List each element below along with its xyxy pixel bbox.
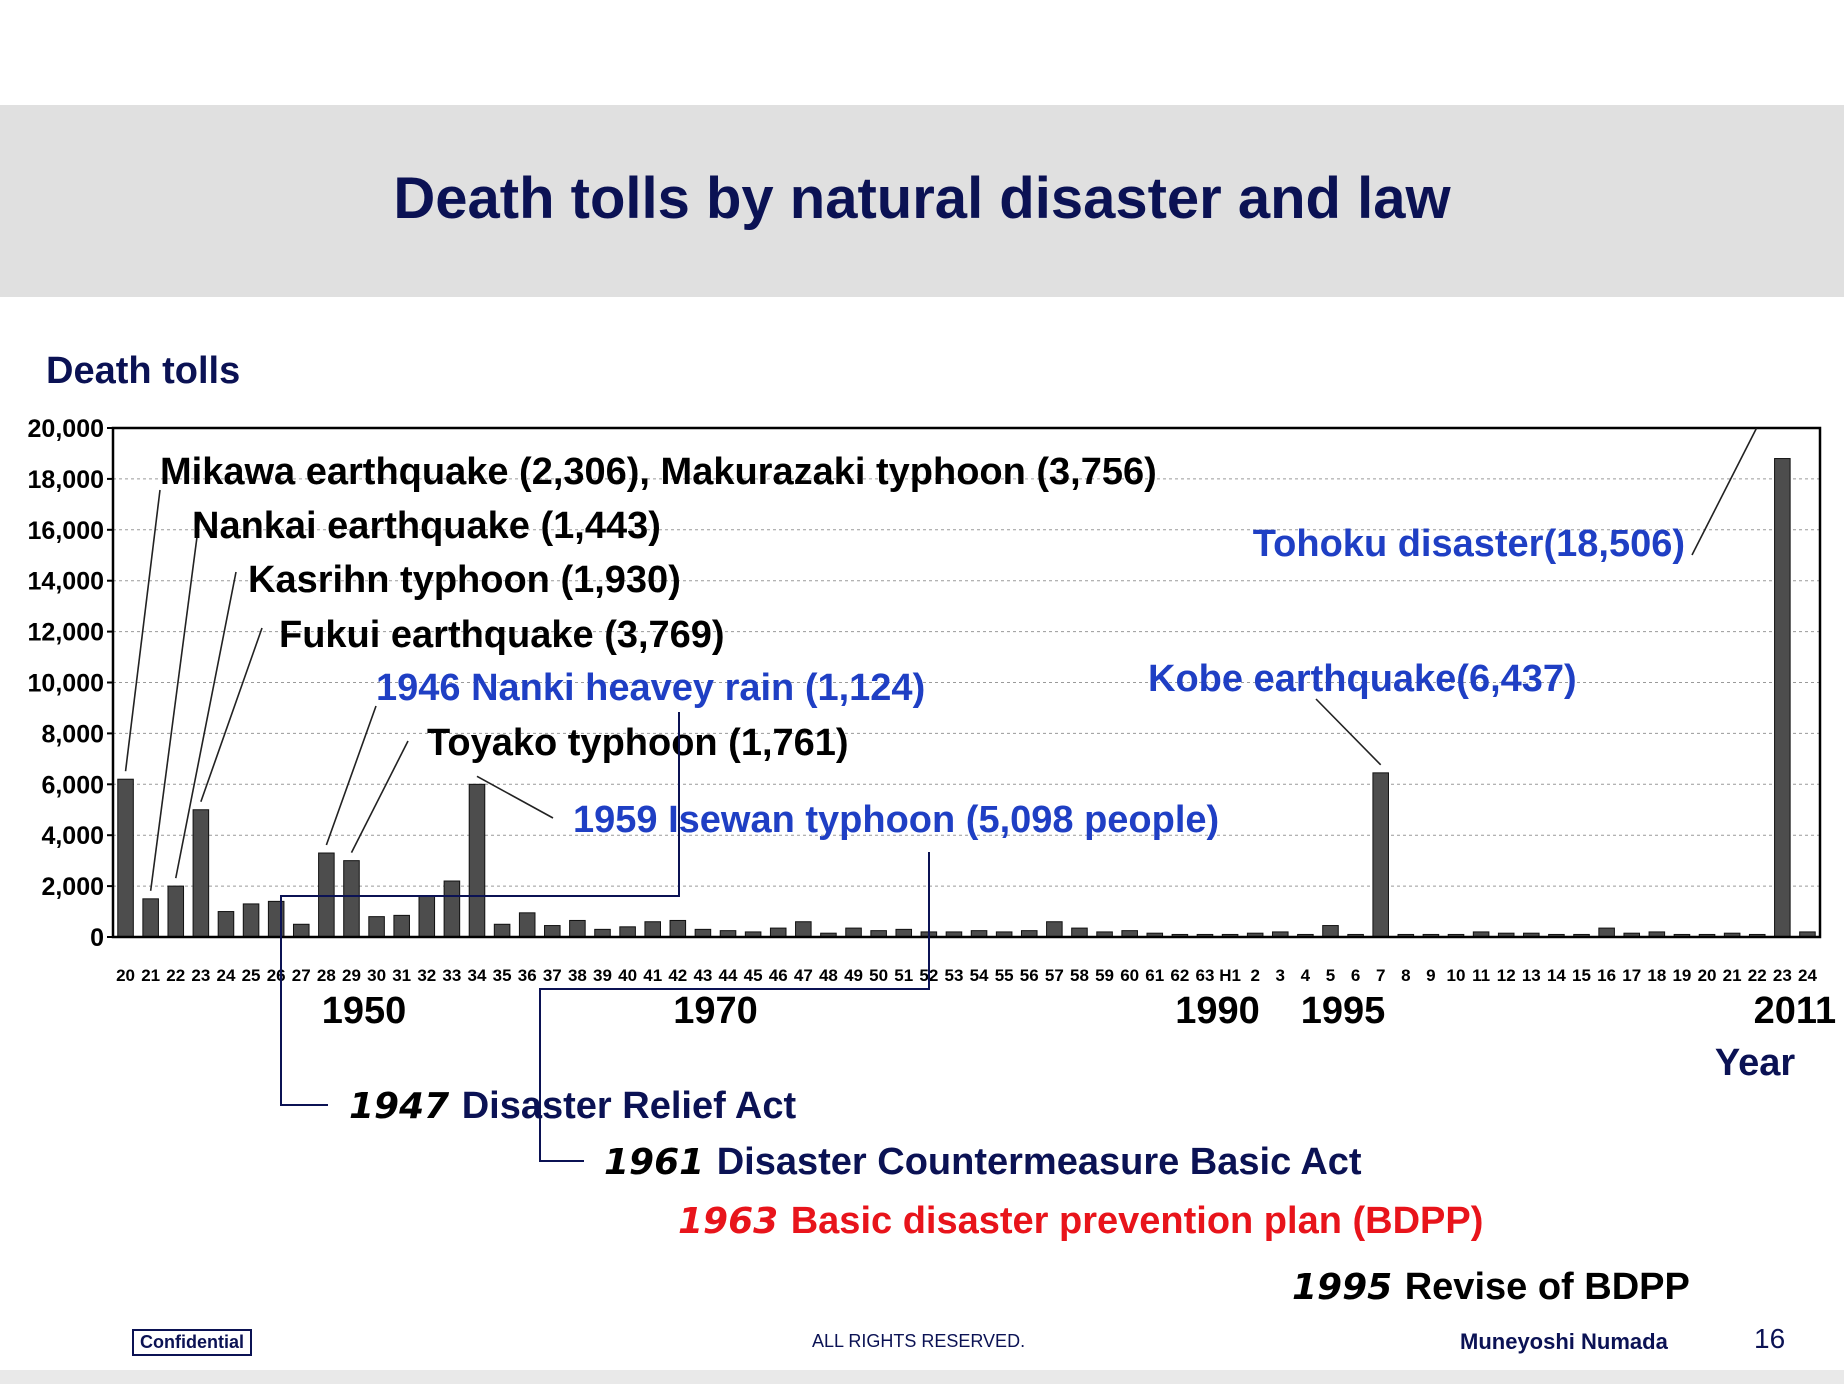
- y-tick-label: 4,000: [41, 822, 104, 851]
- x-tick-label: 22: [1747, 966, 1767, 985]
- law-year: 1961: [604, 1142, 717, 1183]
- bar: [394, 915, 410, 937]
- annotation-label: 1946 Nanki heavey rain (1,124): [376, 667, 926, 709]
- annotation-leader: [1316, 699, 1381, 765]
- x-tick-label: 61: [1145, 966, 1165, 985]
- y-tick-label: 6,000: [41, 771, 104, 800]
- annotation-label: Kasrihn typhoon (1,930): [248, 559, 681, 601]
- x-tick-label: 45: [743, 966, 763, 985]
- x-axis-label-group: [1715, 1042, 1796, 1084]
- x-tick-label: 23: [1772, 966, 1792, 985]
- x-tick-label: 13: [1521, 966, 1541, 985]
- law-entry: [678, 1200, 1483, 1242]
- annotation-leader: [1692, 429, 1756, 555]
- bar: [293, 924, 309, 937]
- law-name: Disaster Relief Act: [461, 1085, 797, 1127]
- era-label: 1995: [1300, 990, 1386, 1032]
- x-tick-label: 56: [1019, 966, 1039, 985]
- y-tick-label: 2,000: [41, 873, 104, 902]
- bar: [369, 917, 385, 937]
- bar: [494, 924, 510, 937]
- x-tick-label: 5: [1325, 966, 1336, 985]
- x-tick-label: 23: [191, 966, 211, 985]
- x-tick-label: 18: [1647, 966, 1667, 985]
- x-tick-label: 52: [919, 966, 939, 985]
- bar: [193, 810, 209, 937]
- era-label: 1990: [1175, 990, 1260, 1032]
- x-tick-label: 43: [693, 966, 713, 985]
- annotation-leader: [351, 741, 408, 853]
- bar: [168, 886, 184, 937]
- x-tick-label: 8: [1401, 966, 1411, 985]
- annotation-label: Nankai earthquake (1,443): [192, 505, 661, 547]
- x-tick-label: 25: [241, 966, 261, 985]
- x-tick-label: 60: [1120, 966, 1140, 985]
- y-tick-label: 10,000: [27, 669, 104, 698]
- x-tick-label: 6: [1350, 966, 1361, 985]
- annotation-label: Mikawa earthquake (2,306), Makurazaki typhoon (3,756): [160, 451, 1157, 493]
- x-tick-label: 57: [1044, 966, 1064, 985]
- page-number: 16: [1754, 1323, 1786, 1354]
- x-tick-label: 22: [166, 966, 186, 985]
- law-entry: [1292, 1266, 1690, 1308]
- y-tick-label: 14,000: [27, 567, 104, 596]
- era-labels: [322, 990, 1836, 1032]
- rights-text: ALL RIGHTS RESERVED.: [812, 1331, 1026, 1351]
- bar: [846, 928, 862, 937]
- x-tick-label: 11: [1472, 966, 1491, 985]
- x-tick-label: 16: [1597, 966, 1617, 985]
- x-tick-label: 59: [1095, 966, 1115, 985]
- era-label: 1970: [673, 990, 758, 1032]
- x-tick-label: 28: [316, 966, 336, 985]
- bar: [645, 922, 661, 937]
- bar: [1047, 922, 1063, 937]
- bar: [243, 904, 259, 937]
- x-tick-label: 51: [894, 966, 914, 985]
- annotation-label: Toyako typhoon (1,761): [427, 722, 849, 764]
- bar: [1373, 773, 1389, 937]
- x-tick-label: 24: [1797, 966, 1817, 985]
- bar: [545, 926, 561, 937]
- author-name: Muneyoshi Numada: [1460, 1329, 1668, 1354]
- annotation-label: Tohoku disaster(18,506): [1252, 523, 1685, 565]
- bar: [670, 920, 686, 937]
- x-tick-label: 46: [768, 966, 788, 985]
- annotation-leader: [477, 776, 553, 818]
- x-tick-label: 30: [367, 966, 387, 985]
- x-tick-label: 42: [668, 966, 688, 985]
- x-tick-label: 38: [567, 966, 587, 985]
- x-tick-label: 20: [116, 966, 136, 985]
- x-tick-label: 40: [618, 966, 638, 985]
- y-axis-label: Death tolls: [46, 350, 241, 392]
- y-tick-label: 8,000: [41, 720, 104, 749]
- x-tick-label: 20: [1697, 966, 1717, 985]
- law-name: Basic disaster prevention plan (BDPP): [790, 1200, 1484, 1242]
- law-name: Disaster Countermeasure Basic Act: [716, 1141, 1362, 1183]
- x-tick-labels: [116, 966, 1817, 985]
- x-tick-label: 19: [1672, 966, 1692, 985]
- x-tick-label: 27: [291, 966, 311, 985]
- x-tick-label: 44: [718, 966, 738, 985]
- y-tick-label: 12,000: [27, 618, 104, 647]
- x-tick-label: 7: [1375, 966, 1386, 985]
- x-tick-label: 24: [216, 966, 236, 985]
- x-tick-label: 49: [844, 966, 863, 985]
- x-tick-label: 10: [1446, 966, 1466, 985]
- x-tick-label: 41: [643, 966, 663, 985]
- x-tick-label: 32: [417, 966, 437, 985]
- law-year: 1963: [678, 1201, 791, 1242]
- era-label: 2011: [1753, 990, 1837, 1032]
- x-tick-label: 34: [467, 966, 487, 985]
- x-tick-label: 47: [793, 966, 813, 985]
- x-tick-label: 50: [869, 966, 889, 985]
- bar: [1775, 459, 1791, 937]
- law-year: 1947: [349, 1086, 462, 1127]
- era-label: 1950: [321, 990, 407, 1032]
- law-year: 1995: [1292, 1267, 1405, 1308]
- bar: [1323, 926, 1339, 937]
- bar: [570, 920, 586, 937]
- bottom-rule: [0, 1370, 1844, 1384]
- x-axis-label: Year: [1714, 1042, 1796, 1084]
- x-tick-label: H1: [1219, 966, 1241, 985]
- x-tick-label: 62: [1170, 966, 1190, 985]
- x-tick-label: 33: [442, 966, 462, 985]
- annotation-leader: [326, 706, 376, 845]
- x-tick-label: 17: [1622, 966, 1642, 985]
- annotation-leader: [126, 490, 160, 771]
- x-tick-label: 26: [266, 966, 286, 985]
- law-entry: [604, 1141, 1362, 1183]
- x-tick-label: 58: [1070, 966, 1089, 985]
- x-tick-label: 48: [818, 966, 838, 985]
- x-tick-label: 63: [1195, 966, 1215, 985]
- x-tick-label: 21: [1722, 966, 1742, 985]
- annotations: [126, 429, 1757, 891]
- bar: [1072, 928, 1088, 937]
- x-tick-label: 54: [969, 966, 989, 985]
- x-tick-label: 55: [994, 966, 1014, 985]
- y-tick-label: 16,000: [27, 516, 104, 545]
- annotation-leader: [201, 628, 262, 802]
- x-tick-label: 35: [492, 966, 512, 985]
- bar: [770, 928, 786, 937]
- bar: [620, 927, 636, 937]
- x-tick-label: 4: [1300, 966, 1311, 985]
- x-tick-label: 12: [1496, 966, 1516, 985]
- x-tick-label: 39: [593, 966, 612, 985]
- y-tick-label: 0: [90, 924, 104, 952]
- annotation-label: Fukui earthquake (3,769): [279, 614, 725, 656]
- bar: [118, 779, 134, 937]
- x-tick-label: 29: [342, 966, 361, 985]
- bar: [519, 913, 535, 937]
- annotation-label: 1959 Isewan typhoon (5,098 people): [573, 799, 1220, 841]
- law-name: Revise of BDPP: [1404, 1266, 1690, 1308]
- bar: [1599, 928, 1615, 937]
- x-tick-label: 37: [542, 966, 562, 985]
- x-tick-label: 53: [944, 966, 964, 985]
- bar: [444, 881, 460, 937]
- x-tick-label: 9: [1426, 966, 1436, 985]
- x-tick-label: 36: [517, 966, 537, 985]
- x-tick-label: 2: [1250, 966, 1260, 985]
- x-tick-label: 31: [392, 966, 412, 985]
- y-tick-label: 18,000: [27, 465, 104, 494]
- x-tick-label: 15: [1572, 966, 1591, 985]
- bar: [143, 899, 159, 937]
- bar: [218, 912, 234, 937]
- x-tick-label: 21: [141, 966, 161, 985]
- bar: [419, 896, 435, 937]
- bar: [344, 861, 360, 937]
- law-entry: [349, 1085, 796, 1127]
- y-tick-label: 20,000: [27, 415, 104, 443]
- slide-title: Death tolls by natural disaster and law: [393, 166, 1451, 231]
- y-tick-labels: [28, 415, 113, 952]
- x-tick-label: 3: [1275, 966, 1286, 985]
- confidential-badge: Confidential: [132, 1329, 252, 1356]
- x-tick-label: 14: [1546, 966, 1566, 985]
- bar: [469, 784, 485, 937]
- bar: [796, 922, 812, 937]
- annotation-label: Kobe earthquake(6,437): [1148, 658, 1577, 700]
